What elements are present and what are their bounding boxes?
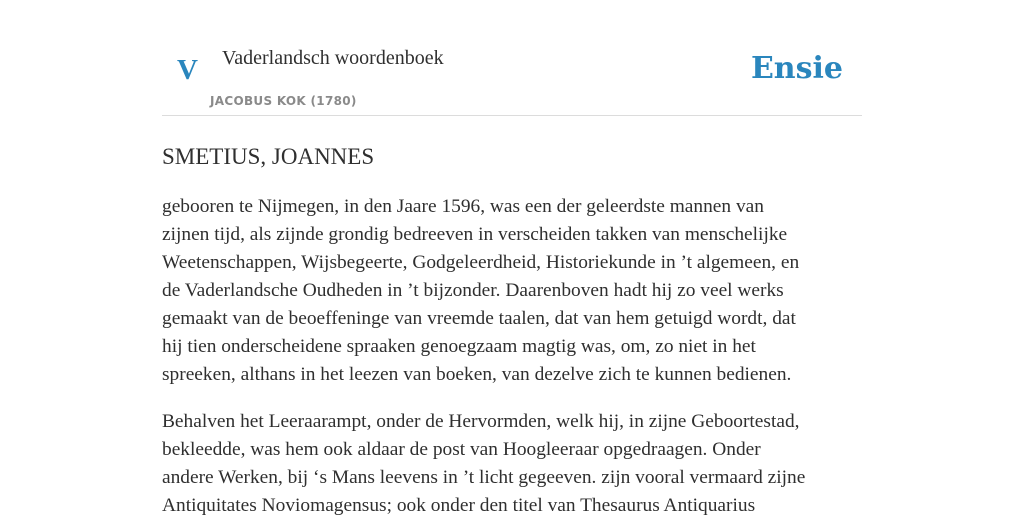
- text-line: gemaakt van de beoeffeninge van vreemde taalen, dat van hem getuigd wordt, dat: [162, 308, 796, 329]
- text-line: andere Werken, bij ‘s Mans leevens in ’t licht gegeeven. zijn vooral vermaard zijne: [162, 467, 806, 488]
- text-line: Weetenschappen, Wijsbegeerte, Godgeleerdheid, Historiekunde in ’t algemeen, en: [162, 252, 800, 273]
- entry-title: SMETIUS, JOANNES: [162, 144, 375, 169]
- text-line: Behalven het Leeraarampt, onder de Hervormden, welk hij, in zijne Geboortestad,: [162, 411, 800, 432]
- page: [162, 0, 862, 520]
- entry-body: [162, 193, 862, 520]
- book-header: [162, 0, 862, 116]
- book-author[interactable]: JACOBUS KOK (1780): [210, 94, 357, 108]
- text-line: Antiquitates Noviomagensus; ook onder den titel van Thesaurus Antiquarius: [162, 495, 756, 516]
- brand-logo[interactable]: Ensie: [750, 51, 843, 86]
- book-title[interactable]: Vaderlandsch woordenboek: [222, 47, 444, 69]
- text-line: hij tien onderscheidene spraaken genoegzaam magtig was, om, zo niet in het: [162, 336, 756, 357]
- text-line: zijnen tijd, als zijnde grondig bedreeven in verscheiden takken van menschelijke: [162, 224, 788, 245]
- entry-paragraph-2: [162, 408, 862, 520]
- text-line: bekleedde, was hem ook aldaar de post van Hoogleeraar opgedraagen. Onder: [162, 439, 761, 460]
- text-line: gebooren te Nijmegen, in den Jaare 1596, was een der geleerdste mannen van: [162, 196, 764, 217]
- book-letter-icon[interactable]: V: [177, 54, 198, 86]
- entry-paragraph-1: [162, 193, 862, 389]
- text-line: spreeken, althans in het leezen van boeken, van dezelve zich te kunnen bedienen.: [162, 364, 792, 385]
- text-line: de Vaderlandsche Oudheden in ’t bijzonder. Daarenboven hadt hij zo veel werks: [162, 280, 784, 301]
